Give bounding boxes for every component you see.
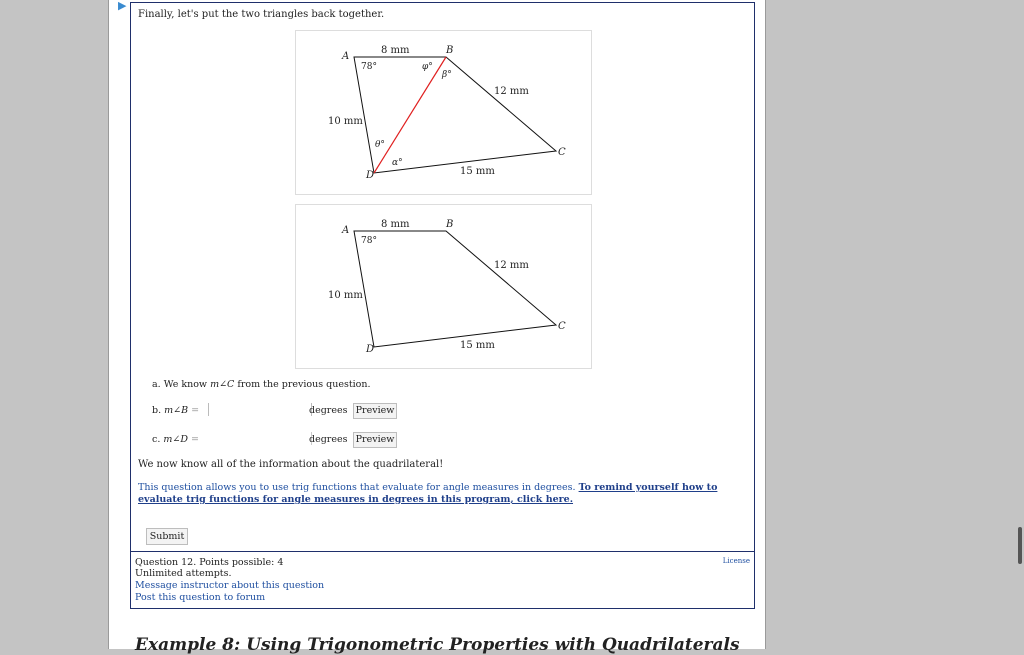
figure2-svg <box>296 205 591 368</box>
figure1-svg <box>296 31 591 194</box>
trig-help-link[interactable]: To remind yourself how to evaluate trig functions for angle measures in degrees in this program, click here. <box>138 482 718 505</box>
quadrilateral-figure <box>295 204 592 369</box>
next-section-heading: Example 8: Using Trigonometric Properties with Quadrilaterals <box>135 635 740 655</box>
part-b-label: b. m∠B = <box>152 405 200 416</box>
message-instructor-link[interactable]: Message instructor about this question <box>135 580 325 591</box>
question-expand-icon[interactable]: ▶ <box>118 0 127 12</box>
attempts-text: Unlimited attempts. <box>135 568 232 579</box>
points-possible: Question 12. Points possible: 4 <box>135 557 284 568</box>
angle-alpha-label: α° <box>392 158 403 168</box>
bottom-side-label: 15 mm <box>460 166 495 177</box>
preview-b-button[interactable]: Preview <box>353 403 397 419</box>
scrollbar[interactable] <box>1018 527 1022 564</box>
trig-note: This question allows you to use trig functions that evaluate for angle measures in degrees. To remind yourself how to evaluate trig functions for angle measures in degrees in this program, click here. <box>138 482 718 505</box>
vertex-b-label: B <box>446 219 454 230</box>
angle-phi-label: φ° <box>422 62 433 72</box>
vertex-d-label: D <box>366 344 375 355</box>
top-side-label: 8 mm <box>381 219 410 230</box>
vertex-b-label: B <box>446 45 454 56</box>
bottom-side-label: 15 mm <box>460 340 495 351</box>
angle-a-label: 78° <box>361 62 377 72</box>
angle-a-label: 78° <box>361 236 377 246</box>
submit-button[interactable]: Submit <box>146 528 188 545</box>
vertex-a-label: A <box>342 225 350 236</box>
diagonal-line <box>374 57 446 173</box>
summary-text: We now know all of the information about the quadrilateral! <box>138 459 444 470</box>
left-side-label: 10 mm <box>328 116 363 127</box>
top-side-label: 8 mm <box>381 45 410 56</box>
angle-b-input[interactable] <box>208 403 312 416</box>
preview-c-button[interactable]: Preview <box>353 432 397 448</box>
part-a-text: a. We know m∠C from the previous question. <box>152 379 371 390</box>
vertex-c-label: C <box>558 321 566 332</box>
part-c-label: c. m∠D = <box>152 434 199 445</box>
vertex-a-label: A <box>342 51 350 62</box>
quad-outline <box>354 231 556 347</box>
quadrilateral-figure-with-diagonal <box>295 30 592 195</box>
part-b-units: degrees <box>309 405 348 416</box>
vertex-c-label: C <box>558 147 566 158</box>
vertex-d-label: D <box>366 170 375 181</box>
angle-d-input[interactable] <box>208 432 312 445</box>
part-c-units: degrees <box>309 434 348 445</box>
intro-text: Finally, let's put the two triangles back together. <box>138 9 385 20</box>
license-link[interactable]: License <box>722 557 750 565</box>
post-forum-link[interactable]: Post this question to forum <box>135 592 266 603</box>
angle-theta-label: θ° <box>375 140 385 150</box>
right-side-label: 12 mm <box>494 86 529 97</box>
left-side-label: 10 mm <box>328 290 363 301</box>
angle-beta-label: β° <box>442 70 452 80</box>
right-side-label: 12 mm <box>494 260 529 271</box>
question-info-box <box>130 551 755 609</box>
